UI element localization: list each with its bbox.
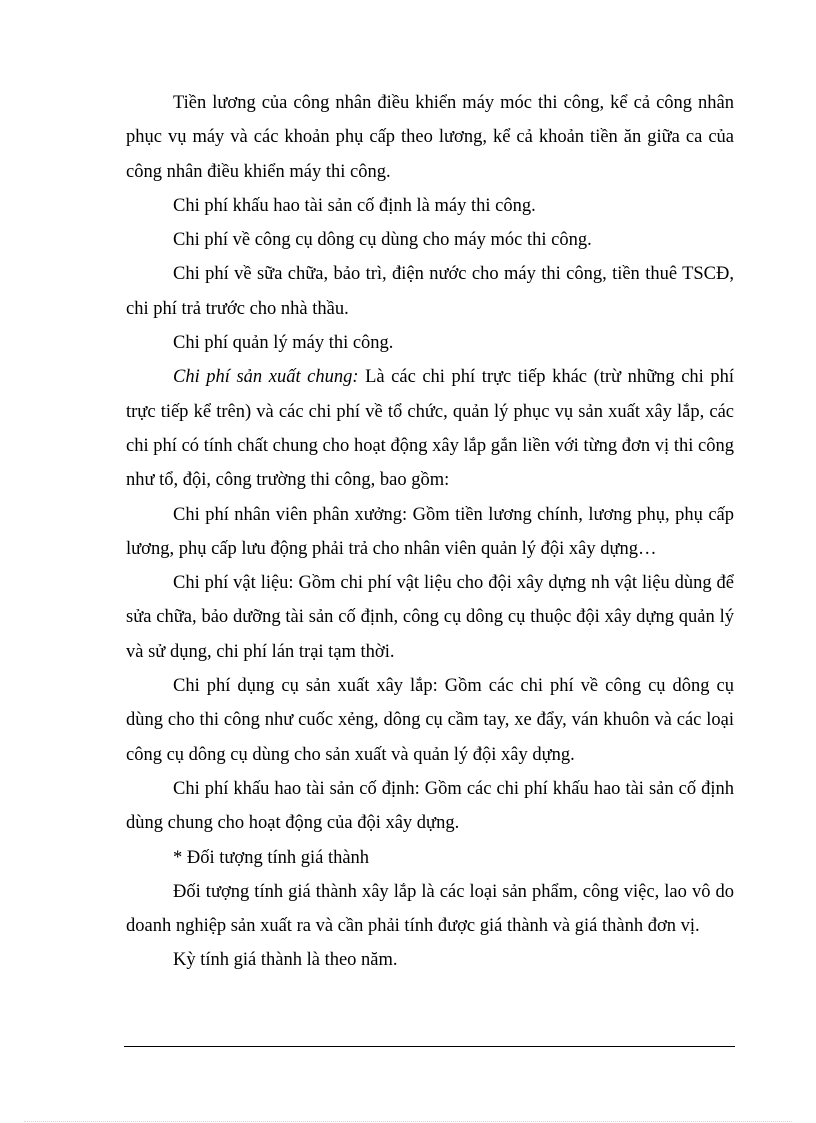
- paragraph-tools-for-machines: Chi phí về công cụ dông cụ dùng cho máy móc thi công.: [173, 230, 592, 251]
- paragraph-costing-object: Đối tượng tính giá thành xây lắp là các loại sản phẩm, công việc, lao vô do doanh nghiệp sản xuất ra và cần phải tính được giá thành và giá thành đơn vị.: [126, 881, 734, 937]
- paragraph-wage-machine-workers: Tiền lương của công nhân điều khiển máy móc thi công, kể cả công nhân phục vụ máy và các khoản phụ cấp theo lương, kể cả khoản tiền ăn giữa ca của công nhân điều khiển máy thi công.: [126, 93, 734, 182]
- paragraph-production-tools: Chi phí dụng cụ sản xuất xây lắp: Gồm các chi phí về công cụ dông cụ dùng cho thi công như cuốc xẻng, dông cụ cầm tay, xe đẩy, ván khuôn và các loại công cụ dông cụ dùng cho sản xuất và quản lý đội xây dựng.: [126, 676, 734, 765]
- body-text: [126, 86, 734, 978]
- paragraph-fixed-asset-depreciation: Chi phí khấu hao tài sản cố định: Gồm các chi phí khấu hao tài sản cố định dùng chung cho hoạt động của đội xây dựng.: [126, 778, 734, 834]
- section-heading-costing-object: * Đối tượng tính giá thành: [173, 847, 370, 868]
- general-cost-text: Là các chi phí trực tiếp khác (trừ những chi phí trực tiếp kể trên) và các chi phí về tổ chức, quản lý phục vụ sản xuất xây lắp, các chi phí có tính chất chung cho hoạt động xây lắp gắn liền với từng đơn vị thi công như tổ, đội, công trường thi công, bao gồm:: [126, 367, 734, 491]
- paragraph-costing-period: Kỳ tính giá thành là theo năm.: [173, 950, 398, 971]
- paragraph-workshop-staff: Chi phí nhân viên phân xưởng: Gồm tiền lương chính, lương phụ, phụ cấp lương, phụ cấp lưu động phải trả cho nhân viên quản lý đội xây dựng…: [126, 504, 734, 559]
- footer-divider: [124, 1046, 735, 1047]
- paragraph-machine-management: Chi phí quản lý máy thi công.: [173, 333, 394, 354]
- paragraph-materials: Chi phí vật liệu: Gồm chi phí vật liệu cho đội xây dựng nh vật liệu dùng để sửa chữa, bảo dưỡng tài sản cố định, công cụ dông cụ thuộc đội xây dựng quản lý và sử dụng, chi phí lán trại tạm thời.: [126, 573, 734, 662]
- page-bottom-edge: [24, 1121, 792, 1122]
- paragraph-general-production-cost: [126, 360, 734, 497]
- general-cost-label: Chi phí sản xuất chung:: [173, 367, 359, 388]
- paragraph-depreciation-machines: Chi phí khấu hao tài sản cố định là máy thi công.: [173, 195, 536, 216]
- paragraph-repair-maintenance: Chi phí về sữa chữa, bảo trì, điện nước cho máy thi công, tiền thuê TSCĐ, chi phí trả trước cho nhà thầu.: [126, 264, 734, 319]
